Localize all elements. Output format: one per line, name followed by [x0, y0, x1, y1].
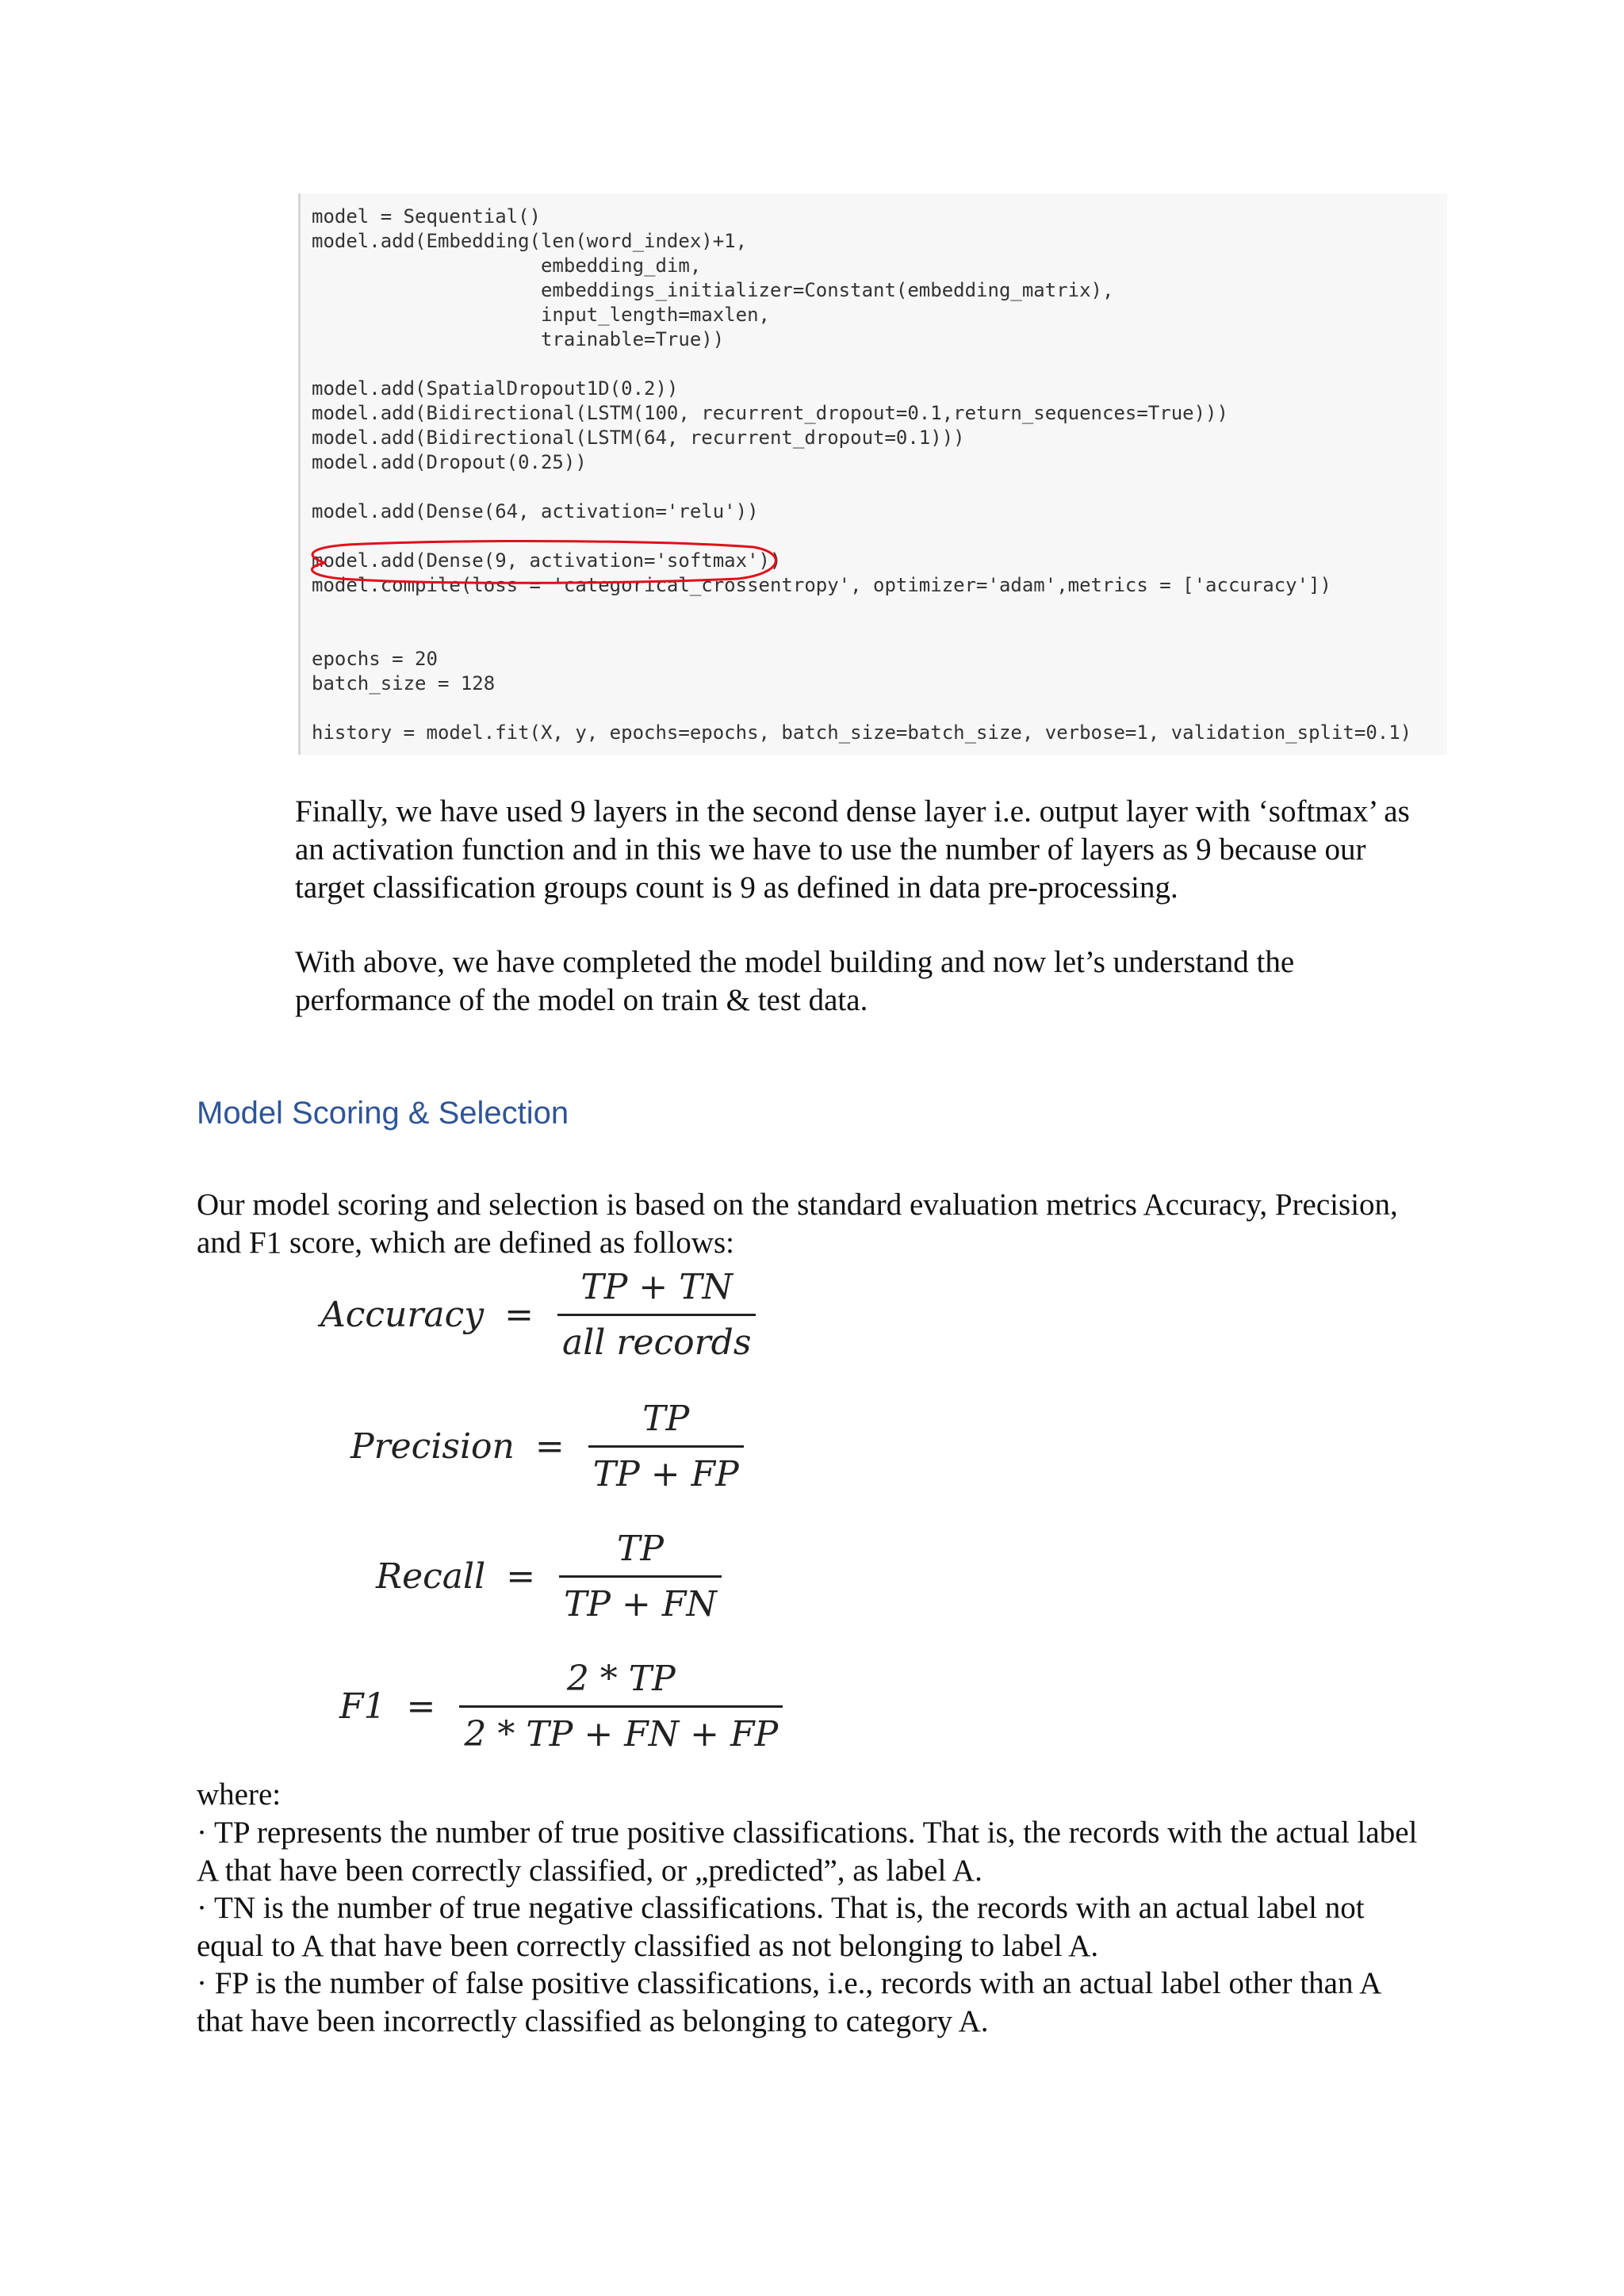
- red-annotation-ellipse: [293, 539, 785, 587]
- code-line: trainable=True)): [312, 328, 725, 350]
- definition-tn: · TN is the number of true negative classifications. That is, the records with an actual label not equal to A that have been correctly classified as not belonging to label A.: [197, 1891, 1365, 1963]
- code-line: [312, 622, 1411, 647]
- code-line: input_length=maxlen,: [312, 304, 770, 326]
- accuracy-formula: [320, 1267, 756, 1363]
- code-line: model.compile(loss = 'categorical_crossentropy', optimizer='adam',metrics = ['accuracy']): [312, 574, 1331, 596]
- code-line: history = model.fit(X, y, epochs=epochs, batch_size=batch_size, verbose=1, validation_split=0.1): [312, 721, 1412, 744]
- code-line: [312, 696, 1411, 721]
- formula-lhs: Accuracy: [320, 1295, 485, 1335]
- formula-denominator: 2 * TP + FN + FP: [464, 1714, 779, 1755]
- paragraph-output-layer: Finally, we have used 9 layers in the second dense layer i.e. output layer with ‘softmax’ as an activation function and in this we have to use the number of layers as 9 because our target classification groups count is 9 as defined in data pre-processing.: [295, 794, 1410, 905]
- code-line: embedding_dim,: [312, 254, 702, 277]
- code-line: batch_size = 128: [312, 672, 496, 695]
- paragraph-completed: With above, we have completed the model building and now let’s understand the performance of the model on train & test data.: [295, 945, 1295, 1017]
- formula-equals: =: [504, 1295, 534, 1335]
- formula-numerator: TP: [642, 1399, 690, 1439]
- formula-numerator: 2 * TP: [566, 1659, 676, 1699]
- section-heading: Model Scoring & Selection: [197, 1096, 569, 1131]
- formula-fraction: [588, 1399, 744, 1494]
- formula-numerator: TP + TN: [580, 1267, 733, 1307]
- formula-equals: =: [406, 1686, 436, 1727]
- code-line: [312, 598, 1411, 622]
- code-screenshot: [298, 193, 1447, 755]
- formula-numerator: TP: [617, 1529, 664, 1569]
- recall-formula: [376, 1529, 722, 1624]
- code-line-output-layer: model.add(Dense(9, activation='softmax')): [312, 549, 782, 572]
- definition-fp: · FP is the number of false positive classifications, i.e., records with an actual label other than A that have been incorrectly classified as belonging to category A.: [197, 1966, 1381, 2038]
- formula-equals: =: [506, 1556, 536, 1597]
- formula-fraction: [459, 1659, 783, 1755]
- formula-fraction: [559, 1529, 722, 1624]
- code-line: model.add(Bidirectional(LSTM(64, recurrent_dropout=0.1))): [312, 427, 965, 449]
- code-line: model.add(Dense(64, activation='relu')): [312, 500, 759, 522]
- code-line: model.add(Bidirectional(LSTM(100, recurrent_dropout=0.1,return_sequences=True))): [312, 402, 1228, 424]
- paragraph-where: where:: [197, 1777, 282, 1812]
- formula-fraction: [557, 1267, 756, 1363]
- formula-lhs: F1: [339, 1686, 386, 1727]
- f1-formula: [339, 1659, 783, 1755]
- paragraph-scoring-intro: Our model scoring and selection is based on the standard evaluation metrics Accuracy, Precision, and F1 score, which are defined as follows:: [197, 1188, 1398, 1260]
- code-line: epochs = 20: [312, 648, 438, 670]
- formula-denominator: TP + FN: [564, 1584, 717, 1624]
- definition-tp: · TP represents the number of true positive classifications. That is, the records with the actual label A that have been correctly classified, or „predicted”, as label A.: [197, 1816, 1418, 1888]
- code-line: model.add(SpatialDropout1D(0.2)): [312, 377, 679, 400]
- formula-denominator: all records: [562, 1322, 752, 1363]
- code-line: model = Sequential(): [312, 205, 541, 228]
- formula-lhs: Precision: [350, 1426, 515, 1467]
- code-line: model.add(Embedding(len(word_index)+1,: [312, 230, 748, 252]
- formula-lhs: Recall: [376, 1556, 486, 1597]
- code-line: [312, 352, 1411, 377]
- code-block: [312, 205, 1411, 745]
- code-line: model.add(Dropout(0.25)): [312, 451, 587, 473]
- code-line: embeddings_initializer=Constant(embedding_matrix),: [312, 279, 1114, 301]
- formula-equals: =: [534, 1426, 565, 1467]
- precision-formula: [350, 1399, 744, 1494]
- formula-denominator: TP + FP: [592, 1454, 739, 1494]
- code-line: [312, 475, 1411, 499]
